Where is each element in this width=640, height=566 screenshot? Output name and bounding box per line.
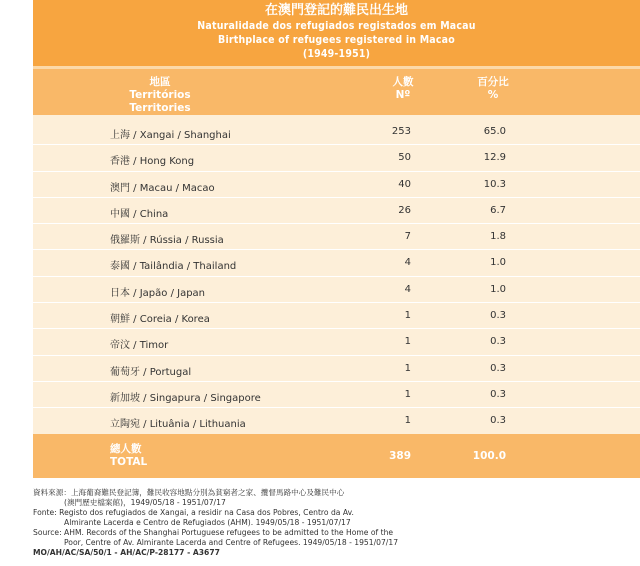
note-pt-2: Almirante Lacerda e Centro de Refugiados (AHM). 1949/05/18 - 1951/07/17 xyxy=(64,518,351,527)
total-percent: 100.0 xyxy=(472,449,506,462)
row-count: 1 xyxy=(404,415,411,427)
header-territory: 地區 Territórios Territories xyxy=(129,76,191,114)
total-label: 總人數 TOTAL xyxy=(110,442,148,468)
table-row xyxy=(33,144,640,170)
row-percent: 0.3 xyxy=(490,415,506,427)
row-name: 日本 / Japão / Japan xyxy=(110,287,206,299)
total-row xyxy=(33,434,640,478)
column-header-band xyxy=(33,69,640,115)
table-row xyxy=(33,197,640,223)
table-row xyxy=(33,171,640,197)
row-percent: 65.0 xyxy=(483,126,506,137)
row-percent: 0.3 xyxy=(490,362,506,374)
row-name: 俄羅斯 / Rússia / Russia xyxy=(110,235,224,247)
note-pt-1: Fonte: Registo dos refugiados de Xangai, a residir na Casa dos Pobres, Centro da Av. xyxy=(33,508,354,517)
row-name: 立陶宛 / Lituânia / Lithuania xyxy=(110,419,246,431)
row-name: 香港 / Hong Kong xyxy=(110,156,195,168)
row-percent: 12.9 xyxy=(483,152,506,164)
row-name: 新加坡 / Singapura / Singapore xyxy=(110,392,261,404)
row-name: 中國 / China xyxy=(110,208,169,220)
header-count: 人數 Nº xyxy=(392,76,414,101)
table-row xyxy=(33,276,640,302)
row-count: 26 xyxy=(398,204,411,216)
table-row xyxy=(33,407,640,433)
note-zh-1: 資料來源：上海葡裔難民登記簿，難民收容地點分別為貧窮者之家、攬督馬路中心及難民中心 xyxy=(33,488,345,497)
table-row xyxy=(33,223,640,249)
total-count: 389 xyxy=(389,449,411,462)
row-name: 上海 / Xangai / Shanghai xyxy=(110,130,231,141)
note-zh-2: (澳門歷史檔案館)，1949/05/18 - 1951/07/17 xyxy=(64,498,226,507)
table-body xyxy=(33,115,640,434)
row-count: 1 xyxy=(404,388,411,400)
table-row xyxy=(33,328,640,354)
row-percent: 6.7 xyxy=(490,204,506,216)
row-count: 1 xyxy=(404,362,411,374)
header-percent: 百分比 % xyxy=(477,76,509,101)
row-name: 澳門 / Macau / Macao xyxy=(110,182,215,194)
archive-reference: MO/AH/AC/SA/50/1 - AH/AC/P-28177 - A3677 xyxy=(33,548,220,557)
table-row xyxy=(33,355,640,381)
row-percent: 1.0 xyxy=(490,283,506,295)
row-count: 1 xyxy=(404,336,411,348)
row-percent: 10.3 xyxy=(483,178,506,190)
title-pt: Naturalidade dos refugiados registados em Macau xyxy=(197,20,476,32)
title-years: (1949-1951) xyxy=(302,48,371,60)
table-row xyxy=(33,381,640,407)
table-row xyxy=(33,302,640,328)
row-percent: 0.3 xyxy=(490,388,506,400)
note-en-2: Poor, Centre of Av. Almirante Lacerda and Centre of Refugees. 1949/05/18 - 1951/07/17 xyxy=(64,538,399,547)
row-count: 40 xyxy=(398,178,411,190)
row-count: 7 xyxy=(404,231,411,243)
refugee-birthplace-table xyxy=(33,0,640,478)
row-name: 泰國 / Tailândia / Thailand xyxy=(110,261,237,273)
row-name: 葡萄牙 / Portugal xyxy=(110,366,192,378)
row-percent: 1.8 xyxy=(490,231,506,243)
note-en-1: Source: AHM. Records of the Shanghai Portuguese refugees to be admitted to the Home of the xyxy=(33,528,394,537)
row-name: 朝鮮 / Coreia / Korea xyxy=(110,314,210,326)
title-en: Birthplace of refugees registered in Macao xyxy=(218,34,455,46)
title-zh: 在澳門登記的難民出生地 xyxy=(264,3,408,18)
row-percent: 1.0 xyxy=(490,257,506,269)
row-count: 4 xyxy=(404,283,411,295)
row-count: 4 xyxy=(404,257,411,269)
table-row xyxy=(33,119,640,144)
row-count: 50 xyxy=(398,152,411,164)
row-percent: 0.3 xyxy=(490,310,506,322)
table-row xyxy=(33,249,640,275)
row-count: 1 xyxy=(404,310,411,322)
row-count: 253 xyxy=(391,126,411,137)
source-notes xyxy=(33,488,633,558)
row-name: 帝汶 / Timor xyxy=(110,340,169,352)
row-percent: 0.3 xyxy=(490,336,506,348)
title-band xyxy=(33,0,640,66)
